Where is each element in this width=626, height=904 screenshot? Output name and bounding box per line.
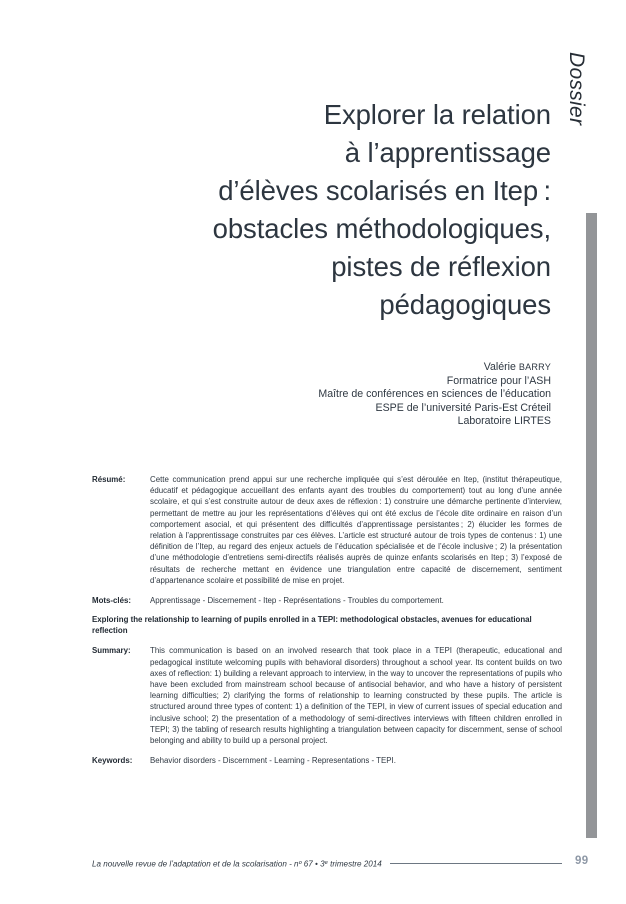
keywords-row bbox=[92, 755, 562, 766]
title-line-2: à l’apprentissage bbox=[344, 137, 551, 169]
section-tab-bar bbox=[586, 213, 597, 838]
footer-rule bbox=[390, 863, 562, 864]
resume-label: Résumé: bbox=[92, 475, 126, 484]
author-name bbox=[170, 361, 551, 375]
motscles-row bbox=[92, 595, 562, 606]
footer-citation bbox=[92, 858, 390, 869]
footer-journal-tail: trimestre 2014 bbox=[327, 859, 382, 869]
motscles-text: Apprentissage - Discernement - Itep - Représentations - Troubles du comportement. bbox=[150, 596, 444, 606]
page-title bbox=[60, 96, 551, 324]
author-position: Maître de conférences en sciences de l’éducation bbox=[318, 388, 551, 401]
resume-row bbox=[92, 474, 562, 586]
author-block bbox=[170, 361, 551, 429]
summary-row bbox=[92, 645, 562, 746]
title-line-5: pistes de réflexion bbox=[331, 251, 551, 283]
author-given-name: Valérie bbox=[483, 361, 519, 373]
title-line-1: Explorer la relation bbox=[323, 99, 551, 131]
motscles-label: Mots-clés: bbox=[92, 596, 132, 606]
summary-text: This communication is based on an involved research that took place in a TEPI (therapeutic, educational and pedagogical institute welcoming pupils with behavioral disorders) throughout a school year. Its content builds on two axes of reflection: 1) building a relevant approach to interview, in the way to uncover the representations of pupils who have been excluded from mainstream school because of antisocial behavior, and who have a history of persistent learning difficulties; 2) clarifying the forms of relationship to learning constructed by these pupils. The article is structured around three types of content: 1) a definition of the TEPI, in view of current issues of special education and inclusive school; 2) the presentation of a methodology of semi-directives interviews with fifteen children enrolled in TEPI; 3) the tabling of research results highlighting a triangulation between capacity for discernment, sense of school belonging and ability to build up a personal project. bbox=[150, 646, 562, 746]
footer-journal: La nouvelle revue de l’adaptation et de la scolarisation - nº 67 • 3 bbox=[92, 859, 325, 869]
footer-issue-ordinal: e bbox=[324, 860, 328, 866]
english-title: Exploring the relationship to learning of pupils enrolled in a TEPI: methodological obstacles, avenues for educational reflection bbox=[92, 615, 532, 635]
author-laboratory: Laboratoire LIRTES bbox=[457, 415, 551, 428]
keywords-text: Behavior disorders - Discernment - Learning - Representations - TEPI. bbox=[150, 756, 396, 766]
summary-label: Summary: bbox=[92, 646, 131, 656]
title-line-4: obstacles méthodologiques, bbox=[212, 213, 551, 245]
section-tab-label: Dossier bbox=[565, 52, 588, 126]
resume-text: Cette communication prend appui sur une recherche impliquée qui s’est déroulée en Itep, (institut thérapeutique, éducatif et pédagogique accueillant des enfants ayant des troubles du comportement) tout au long d’une année scolaire, et qui s’est construite autour de deux axes de réflexion : 1) construire une démarche pertinente d’interview, permettant de mettre au jour les représentations d’élèves qui ont été exclus de l’école dite ordinaire en raison d’un comportement asocial, et qui présentent des difficultés d’apprentissage persistantes ; 2) élucider les formes de relation à l’apprentissage construites par ces élèves. L’article est structuré autour de trois types de contenus : 1) une définition de l’Itep, au regard des enjeux actuels de l’éducation spécialisée et de l’école inclusive ; 2) la présentation d’une méthodologie d’entretiens semi-directifs réalisés auprès de quinze enfants scolarisés en Itep ; 3) l’exposé de résultats de recherche mettant en évidence une triangulation entre capacité de discernement, sentiment d’appartenance scolaire et possibilité de mise en projet. bbox=[150, 475, 562, 585]
title-line-3: d’élèves scolarisés en Itep : bbox=[218, 175, 551, 207]
author-role: Formatrice pour l’ASH bbox=[446, 374, 551, 387]
title-line-6: pédagogiques bbox=[379, 289, 551, 321]
page-number: 99 bbox=[575, 855, 589, 867]
abstract-area bbox=[92, 474, 562, 775]
author-institution: ESPE de l’université Paris-Est Créteil bbox=[375, 401, 551, 414]
footer bbox=[92, 858, 562, 869]
keywords-label: Keywords: bbox=[92, 756, 133, 766]
author-family-name: BARRY bbox=[518, 362, 551, 372]
